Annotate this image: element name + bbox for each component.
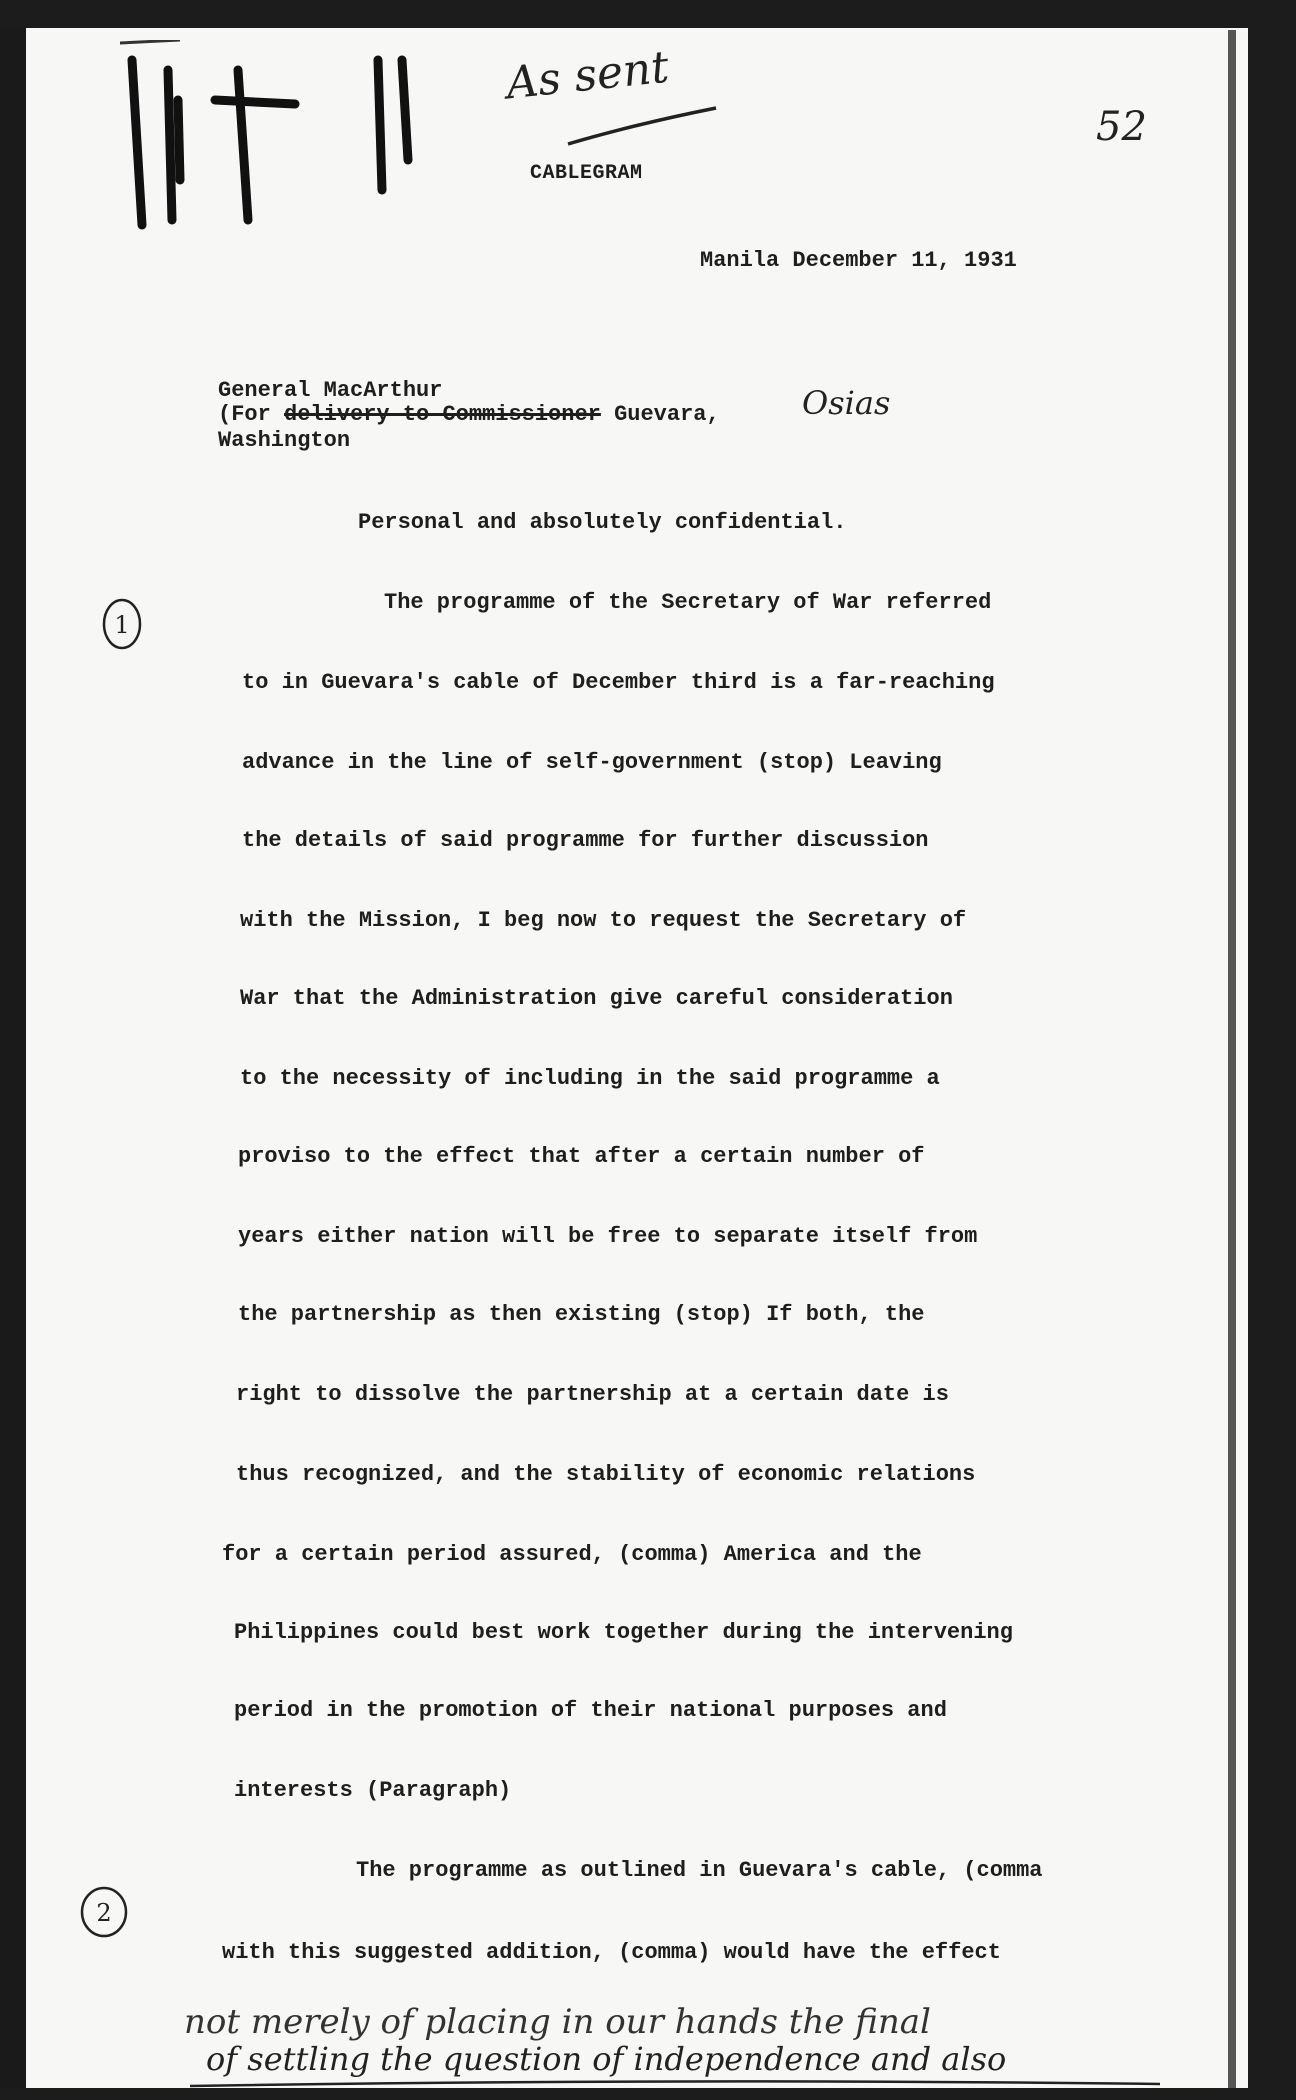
body-line-17: The programme as outlined in Guevara's cable, (comma: [356, 1858, 1043, 1883]
marker-2-label: 2: [96, 1899, 112, 1927]
osias-insertion: Osias: [802, 384, 891, 422]
as-sent-note: As sent: [503, 41, 672, 110]
dateline: Manila December 11, 1931: [700, 248, 1017, 273]
body-line-14: Philippines could best work together during the intervening: [234, 1620, 1013, 1645]
body-line-9: years either nation will be free to separate itself from: [238, 1224, 978, 1249]
addressee-line-3: Washington: [218, 428, 351, 453]
body-line-7: to the necessity of including in the said programme a: [240, 1066, 940, 1091]
body-line-12: thus recognized, and the stability of economic relations: [236, 1462, 976, 1487]
body-line-11: right to dissolve the partnership at a certain date is: [236, 1382, 949, 1407]
body-line-1: The programme of the Secretary of War referred: [384, 590, 992, 615]
as-sent-underline: [566, 100, 726, 150]
document-page: [26, 28, 1248, 2088]
page-number: 52: [1096, 104, 1147, 150]
struck-text: delivery to Commissioner: [284, 402, 601, 427]
addressee-open: (For: [218, 402, 271, 427]
marker-1-label: 1: [114, 611, 130, 639]
body-line-4: the details of said programme for further discussion: [242, 828, 929, 853]
body-line-2: to in Guevara's cable of December third is a far-reaching: [242, 670, 995, 695]
body-line-15: period in the promotion of their national purposes and: [234, 1698, 947, 1723]
addressee-name: Guevara,: [614, 402, 720, 427]
body-line-6: War that the Administration give careful consideration: [240, 986, 953, 1011]
body-line-16: interests (Paragraph): [234, 1778, 512, 1803]
body-line-10: the partnership as then existing (stop) If both, the: [238, 1302, 925, 1327]
document-title: CABLEGRAM: [530, 162, 643, 185]
handwritten-line-1: not merely of placing in our hands the final: [184, 2002, 931, 2042]
staple-marks: [120, 40, 440, 240]
body-line-5: with the Mission, I beg now to request the Secretary of: [240, 908, 967, 933]
body-line-13: for a certain period assured, (comma) America and the: [222, 1542, 922, 1567]
scan-border-top: [0, 0, 1296, 28]
scan-border-right: [1248, 0, 1296, 2100]
paragraph-marker-1: [100, 596, 146, 652]
scan-edge: [1228, 30, 1236, 2090]
paragraph-marker-2: [78, 1884, 130, 1940]
handwritten-line-2: of settling the question of independence and also: [206, 2040, 1007, 2078]
body-line-18: with this suggested addition, (comma) would have the effect: [222, 1940, 1001, 1965]
staple-mark: [132, 60, 408, 225]
salutation: Personal and absolutely confidential.: [358, 510, 847, 535]
addressee-line-2: [218, 402, 720, 427]
body-line-3: advance in the line of self-government (stop) Leaving: [242, 750, 942, 775]
addressee-line-1: General MacArthur: [218, 378, 443, 403]
handwritten-underline: [190, 2076, 1170, 2092]
body-line-8: proviso to the effect that after a certain number of: [238, 1144, 925, 1169]
